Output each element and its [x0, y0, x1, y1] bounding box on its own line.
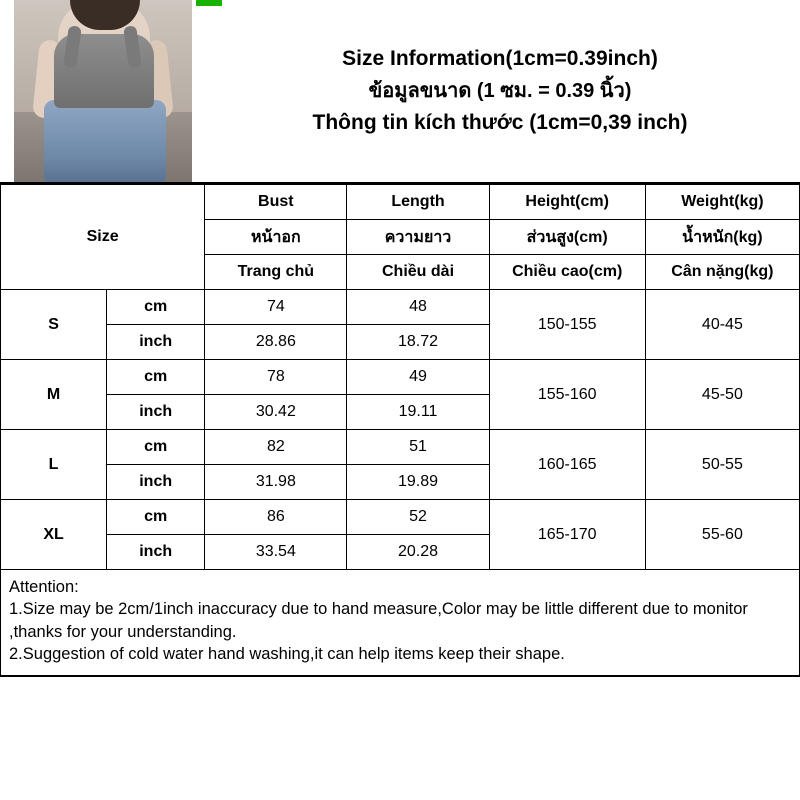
row-l-unit-cm: cm	[107, 430, 205, 465]
row-s-length-cm: 48	[347, 290, 489, 325]
row-size-l: L	[1, 430, 107, 500]
row-xl-length-cm: 52	[347, 500, 489, 535]
row-xl-length-inch: 20.28	[347, 535, 489, 570]
title-line-th: ข้อมูลขนาด (1 ซม. = 0.39 นิ้ว)	[368, 79, 632, 102]
header-height-th: ส่วนสูง(cm)	[489, 220, 645, 255]
row-l-weight: 50-55	[645, 430, 799, 500]
row-m-bust-inch: 30.42	[205, 395, 347, 430]
row-l-bust-inch: 31.98	[205, 465, 347, 500]
row-xl-height: 165-170	[489, 500, 645, 570]
row-xl-unit-cm: cm	[107, 500, 205, 535]
row-xl-bust-inch: 33.54	[205, 535, 347, 570]
title-block	[200, 0, 800, 182]
header-height-en: Height(cm)	[489, 185, 645, 220]
row-s-unit-inch: inch	[107, 325, 205, 360]
row-s-bust-cm: 74	[205, 290, 347, 325]
row-s-bust-inch: 28.86	[205, 325, 347, 360]
header-bust-en: Bust	[205, 185, 347, 220]
header-bust-th: หน้าอก	[205, 220, 347, 255]
attention-heading: Attention:	[9, 578, 79, 596]
row-xl-unit-inch: inch	[107, 535, 205, 570]
header-section	[0, 0, 800, 184]
header-height-vi: Chiều cao(cm)	[489, 255, 645, 290]
attention-section	[0, 570, 800, 677]
row-m-length-cm: 49	[347, 360, 489, 395]
row-s-weight: 40-45	[645, 290, 799, 360]
row-m-height: 155-160	[489, 360, 645, 430]
footer-whitespace	[0, 677, 800, 731]
row-xl-bust-cm: 86	[205, 500, 347, 535]
header-weight-en: Weight(kg)	[645, 185, 799, 220]
row-l-height: 160-165	[489, 430, 645, 500]
title-line-en: Size Information(1cm=0.39inch)	[342, 46, 658, 70]
row-m-unit-inch: inch	[107, 395, 205, 430]
row-m-weight: 45-50	[645, 360, 799, 430]
attention-line-1: 1.Size may be 2cm/1inch inaccuracy due to hand measure,Color may be little different due to monitor ,thanks for your understanding.	[9, 600, 748, 641]
size-corner-label: Size	[1, 185, 205, 290]
row-s-height: 150-155	[489, 290, 645, 360]
product-photo	[14, 0, 192, 182]
header-length-en: Length	[347, 185, 489, 220]
title-line-vi: Thông tin kích thước (1cm=0,39 inch)	[312, 110, 688, 134]
row-m-bust-cm: 78	[205, 360, 347, 395]
row-size-s: S	[1, 290, 107, 360]
row-m-length-inch: 19.11	[347, 395, 489, 430]
row-l-bust-cm: 82	[205, 430, 347, 465]
photo-jeans	[44, 100, 166, 182]
row-size-xl: XL	[1, 500, 107, 570]
row-size-m: M	[1, 360, 107, 430]
header-length-th: ความยาว	[347, 220, 489, 255]
table-header-row-en	[1, 185, 800, 220]
header-length-vi: Chiều dài	[347, 255, 489, 290]
size-table	[0, 184, 800, 570]
header-weight-th: น้ำหนัก(kg)	[645, 220, 799, 255]
header-bust-vi: Trang chủ	[205, 255, 347, 290]
table-row	[1, 360, 800, 395]
table-row	[1, 430, 800, 465]
row-l-length-cm: 51	[347, 430, 489, 465]
attention-line-2: 2.Suggestion of cold water hand washing,it can help items keep their shape.	[9, 644, 565, 663]
row-m-unit-cm: cm	[107, 360, 205, 395]
table-row	[1, 290, 800, 325]
row-l-unit-inch: inch	[107, 465, 205, 500]
row-s-length-inch: 18.72	[347, 325, 489, 360]
table-row	[1, 500, 800, 535]
header-weight-vi: Cân nặng(kg)	[645, 255, 799, 290]
row-xl-weight: 55-60	[645, 500, 799, 570]
row-s-unit-cm: cm	[107, 290, 205, 325]
row-l-length-inch: 19.89	[347, 465, 489, 500]
